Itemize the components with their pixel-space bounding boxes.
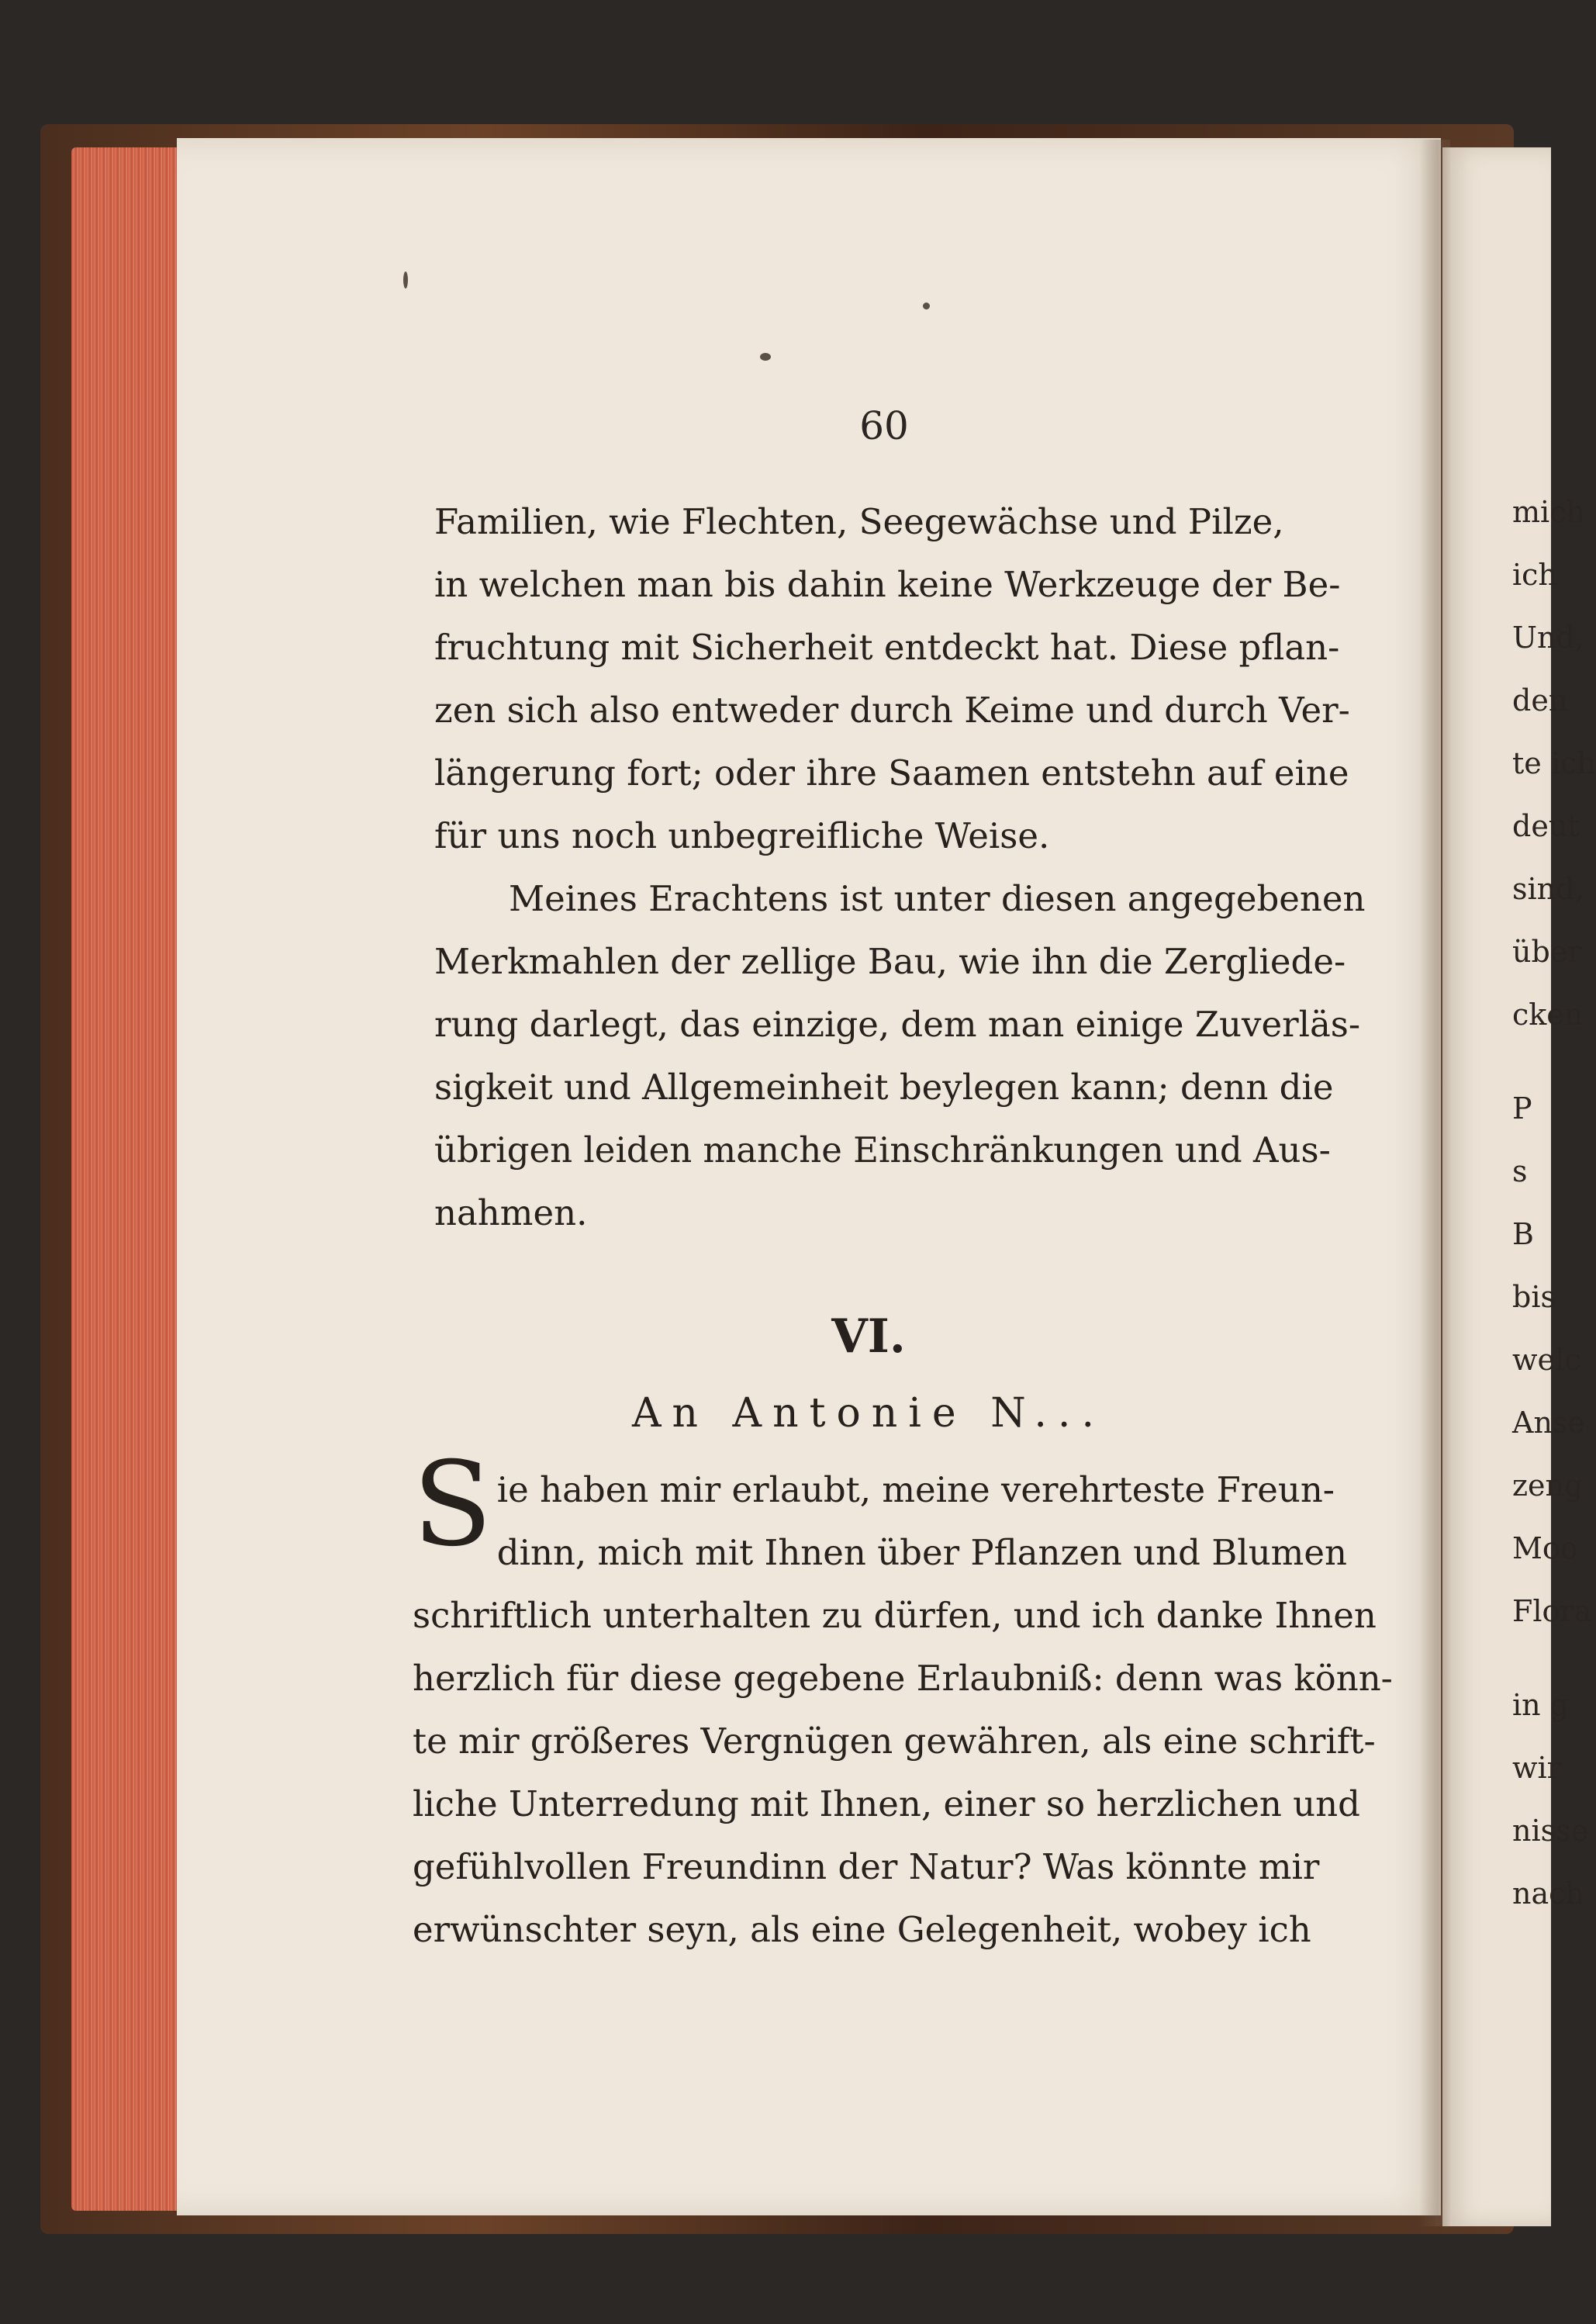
text-line: Familien, wie Flechten, Seegewächse und Pilze, (434, 501, 1284, 542)
text-line: herzlich für diese gegebene Erlaubniß: denn was könn- (413, 1658, 1393, 1699)
text-line: dinn, mich mit Ihnen über Pflanzen und Blumen (496, 1532, 1347, 1573)
letter-text (413, 1437, 1393, 1961)
section-heading: An Antonie N... (631, 1390, 1105, 1437)
fragment: bis (1512, 1280, 1556, 1314)
paragraph (434, 490, 1350, 867)
text-line: fruchtung mit Sicherheit entdeckt hat. Diese pflan- (434, 627, 1340, 668)
text-line: längerung fort; oder ihre Saamen entstehn auf eine (434, 752, 1349, 794)
facing-page-fragments (1512, 481, 1596, 1925)
paragraph (434, 867, 1366, 1244)
fragment: über (1512, 935, 1582, 969)
fragment: mich (1512, 495, 1585, 529)
book-gutter (1419, 140, 1450, 2226)
text-line: rung darlegt, das einzige, dem man einige Zuverläs- (434, 1004, 1361, 1045)
fragment: s (1512, 1154, 1528, 1188)
text-line: Merkmahlen der zellige Bau, wie ihn die Zergliede- (434, 941, 1346, 982)
fragment: Anse (1512, 1406, 1585, 1440)
text-line: für uns noch unbegreifliche Weise. (434, 815, 1050, 856)
fragment: welc (1512, 1343, 1581, 1377)
fragment: P (1512, 1091, 1532, 1126)
fragment: nach (1512, 1876, 1584, 1911)
fragment: B (1512, 1217, 1534, 1251)
fragment: sind, (1512, 872, 1584, 906)
text-line: ie haben mir erlaubt, meine verehrteste Freun- (496, 1469, 1335, 1510)
text-line: zen sich also entweder durch Keime und durch Ver- (434, 690, 1350, 731)
text-line: nahmen. (434, 1192, 588, 1233)
fragment: den (1512, 683, 1568, 718)
text-line: sigkeit und Allgemeinheit beylegen kann; denn die (434, 1067, 1334, 1108)
text-line: in welchen man bis dahin keine Werkzeuge der Be- (434, 564, 1341, 605)
fragment: nisse (1512, 1814, 1589, 1848)
fragment: Flora (1512, 1594, 1592, 1628)
text-line: Meines Erachtens ist unter diesen angegebenen (509, 878, 1366, 919)
drop-cap: S (413, 1437, 492, 1572)
fragment: te ich (1512, 746, 1596, 780)
fragment: zeng (1512, 1468, 1584, 1503)
text-line: übrigen leiden manche Einschränkungen und Aus- (434, 1129, 1331, 1171)
text-line: liche Unterredung mit Ihnen, einer so herzlichen und (413, 1783, 1360, 1824)
section-numeral: VI. (831, 1309, 906, 1364)
fragment: ich (1512, 558, 1557, 592)
text-line: erwünschter seyn, als eine Gelegenheit, wobey ich (413, 1909, 1311, 1950)
paper-speck (923, 303, 930, 310)
page-number: 60 (859, 403, 909, 448)
fragment: Und, (1512, 621, 1584, 655)
text-line: gefühlvollen Freundinn der Natur? Was könnte mir (413, 1846, 1320, 1887)
fragment: deut (1512, 809, 1580, 843)
fragment: in g (1512, 1688, 1570, 1722)
page-fore-edge (71, 147, 180, 2211)
paper-speck (760, 353, 771, 361)
body-text (434, 490, 1366, 1244)
fragment: cken (1512, 998, 1584, 1032)
fragment: Moo (1512, 1531, 1578, 1565)
text-line: schriftlich unterhalten zu dürfen, und ich danke Ihnen (413, 1595, 1377, 1636)
fragment: wir (1512, 1751, 1561, 1785)
paper-speck (403, 271, 408, 289)
text-line: te mir größeres Vergnügen gewähren, als eine schrift- (413, 1721, 1376, 1762)
